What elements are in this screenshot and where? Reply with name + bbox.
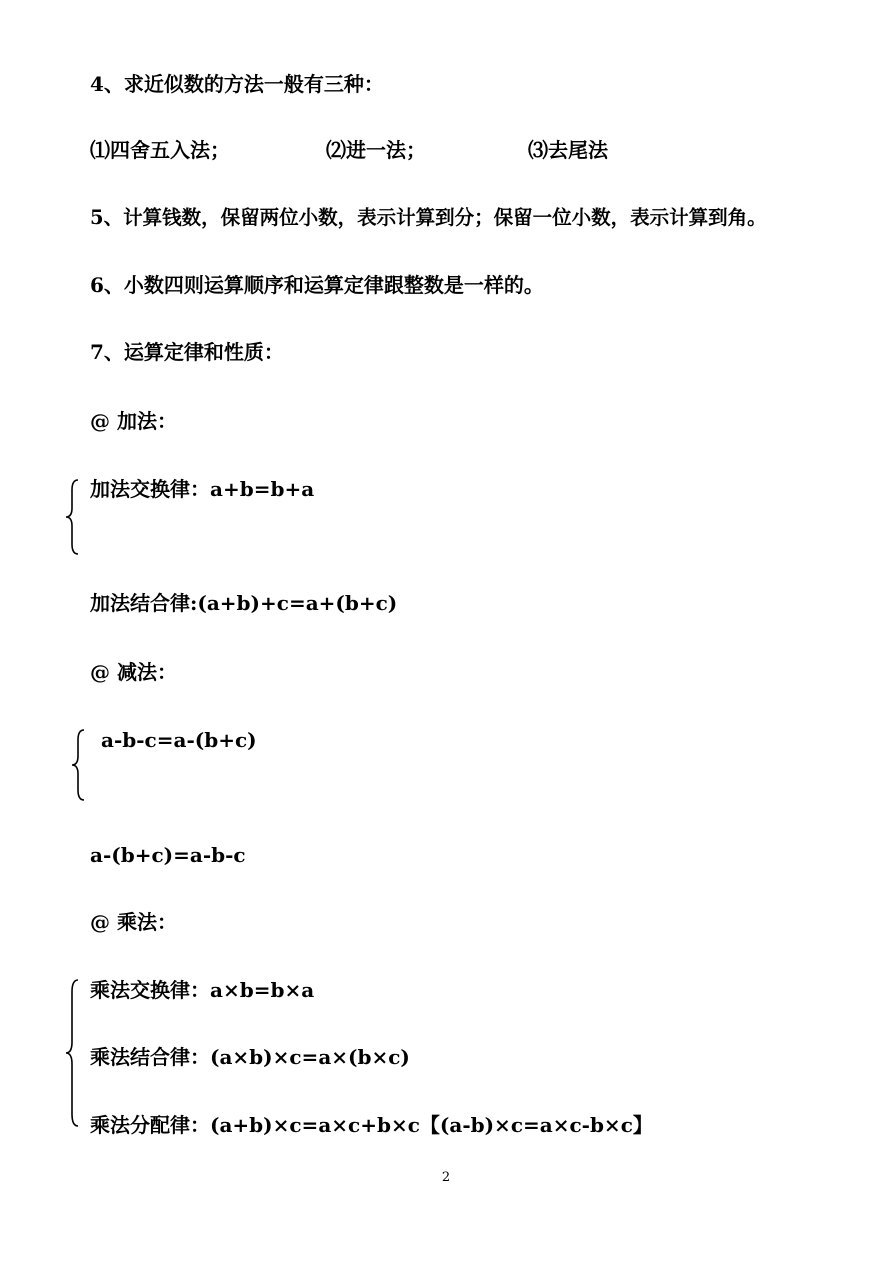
item-5-text: 5、计算钱数，保留两位小数，表示计算到分；保留一位小数，表示计算到角。 [90, 206, 767, 229]
subtraction-rule-2: a-(b+c)=a-b-c [90, 843, 246, 867]
addition-associative: 加法结合律:(a+b)+c=a+(b+c) [90, 591, 398, 615]
page-number: 2 [441, 1170, 451, 1185]
subtraction-brace [70, 728, 86, 802]
multiplication-brace [64, 978, 80, 1128]
method-1: ⑴四舍五入法； [90, 138, 230, 162]
subtraction-heading: @ 减法： [90, 660, 177, 684]
multiplication-associative: 乘法结合律：(a×b)×c=a×(b×c) [90, 1045, 410, 1069]
method-3: ⑶去尾法 [528, 138, 608, 162]
addition-commutative: 加法交换律：a+b=b+a [90, 477, 315, 501]
multiplication-commutative: 乘法交换律：a×b=b×a [90, 978, 315, 1002]
method-2: ⑵进一法； [326, 138, 426, 162]
addition-heading: @ 加法： [90, 409, 177, 433]
item-4-text: 4、求近似数的方法一般有三种： [90, 72, 384, 96]
multiplication-heading: @ 乘法： [90, 910, 177, 934]
item-6-text: 6、小数四则运算顺序和运算定律跟整数是一样的。 [90, 273, 544, 297]
multiplication-distributive: 乘法分配律：(a+b)×c=a×c+b×c【(a-b)×c=a×c-b×c】 [90, 1113, 653, 1137]
addition-brace [64, 478, 80, 556]
subtraction-rule-1: a-b-c=a-(b+c) [101, 728, 257, 752]
item-7-text: 7、运算定律和性质： [90, 340, 284, 364]
